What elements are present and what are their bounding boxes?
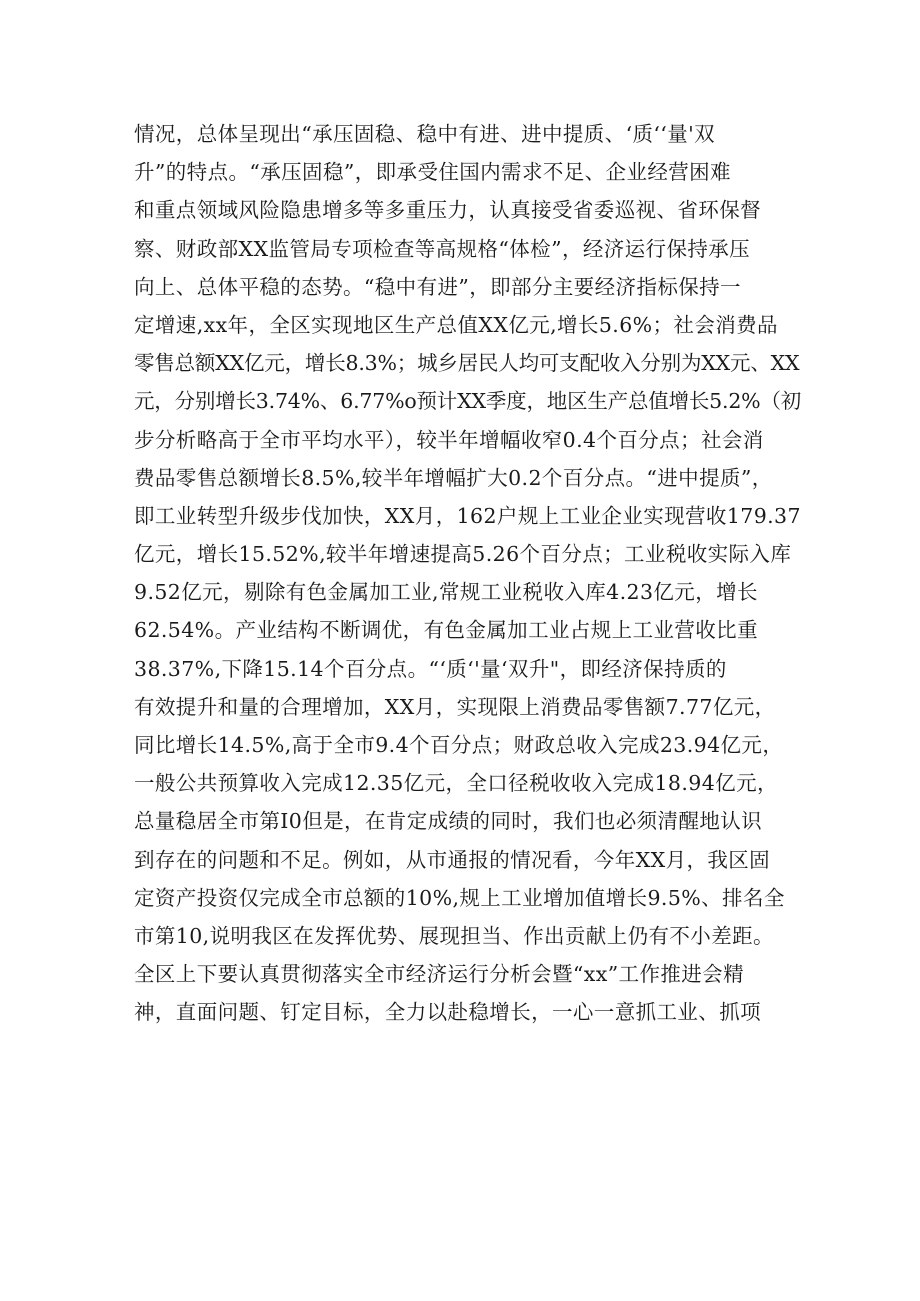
body-paragraph [134,115,802,1032]
paragraph-line: 零售总额XX亿元，增长8.3%；城乡居民人均可支配收入分别为XX元、XX [134,351,800,376]
paragraph-line: 总量稳居全市第I0但是，在肯定成绩的同时，我们也必须清醒地认识 [134,809,763,834]
paragraph-line: 和重点领域风险隐患增多等多重压力，认真接受省委巡视、省环保督 [134,198,761,223]
paragraph-line: 同比增长14.5%,高于全市9.4个百分点；财政总收入完成23.94亿元， [134,733,784,757]
paragraph-line: 到存在的问题和不足。例如，从市通报的情况看，今年XX月，我区固 [134,847,771,872]
paragraph-line: 升”的特点。“承压固稳”，即承受住国内需求不足、企业经营困难 [134,160,731,185]
paragraph-line: 神，直面问题、钉定目标，全力以赴稳增长，一心一意抓工业、抓项 [134,1000,761,1025]
paragraph-line: 亿元，增长15.52%,较半年增速提高5.26个百分点；工业税收实际入库 [134,542,792,567]
paragraph-line: 市第10,说明我区在发挥优势、展现担当、作出贡献上仍有不小差距。 [134,923,774,948]
paragraph-line: 步分析略高于全市平均水平），较半年增幅收窄0.4个百分点；社会消 [134,427,764,452]
paragraph-line: 向上、总体平稳的态势。“稳中有进”，即部分主要经济指标保持一 [134,274,741,299]
paragraph-line: 全区上下要认真贯彻落实全市经济运行分析会暨“xx”工作推进会精 [134,962,744,987]
paragraph-line: 情况，总体呈现出“承压固稳、稳中有进、进中提质、‘质‘‘量'双 [134,122,716,146]
paragraph-line: 一般公共预算收入完成12.35亿元，全口径税收收入完成18.94亿元， [134,771,778,796]
paragraph-line: 有效提升和量的合理增加，XX月，实现限上消费品零售额7.77亿元， [134,694,776,719]
paragraph-line: 定资产投资仅完成全市总额的10%,规上工业增加值增长9.5%、排名全 [134,885,785,910]
paragraph-line: 元，分别增长3.74%、6.77%o预计XX季度，地区生产总值增长5.2%（初 [134,389,802,414]
paragraph-line: 定增速,xx年，全区实现地区生产总值XX亿元,增长5.6%；社会消费品 [134,312,778,337]
paragraph-line: 费品零售总额增长8.5%,较半年增幅扩大0.2个百分点。“进中提质”， [134,465,773,490]
paragraph-line: 9.52亿元，剔除有色金属加工业,常规工业税收入库4.23亿元，增长 [134,580,758,605]
paragraph-line: 62.54%。产业结构不断调优，有色金属加工业占规上工业营收比重 [134,618,758,643]
paragraph-line: 察、财政部XX监管局专项检查等高规格“体检”，经济运行保持承压 [134,236,751,261]
paragraph-line: 38.37%,下降15.14个百分点。“‘质‘'量‘双升"，即经济保持质的 [134,656,727,681]
paragraph-line: 即工业转型升级步伐加快，XX月，162户规上工业企业实现营收179.37 [134,503,801,528]
